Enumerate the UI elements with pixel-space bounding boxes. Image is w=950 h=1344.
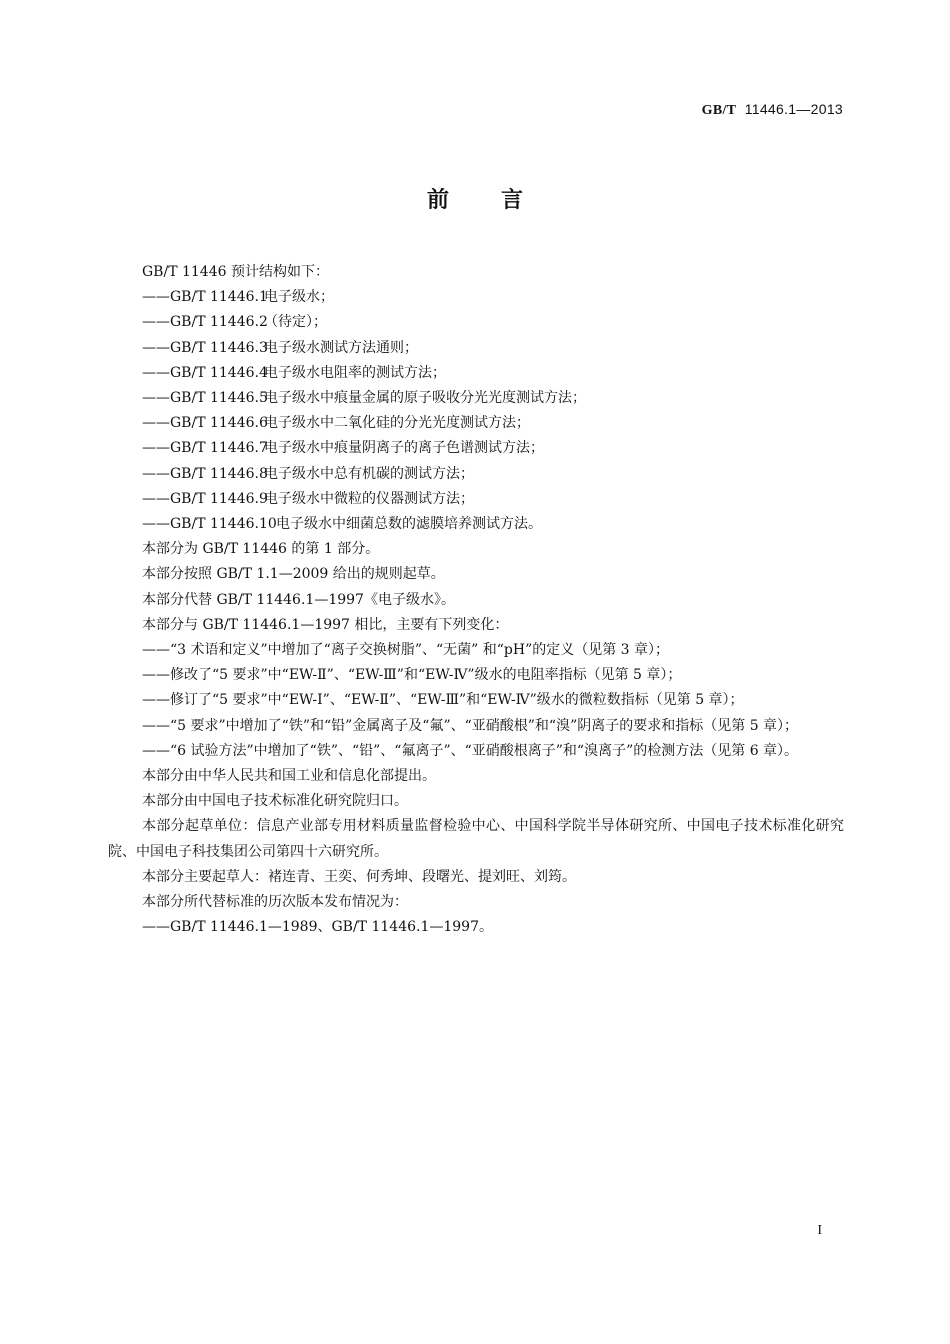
part-item-2 [108, 310, 844, 335]
intro-paragraph: GB/T 11446 预计结构如下： [142, 264, 329, 280]
part-name: 电子级水电阻率的测试方法； [264, 364, 446, 381]
part-name: （待定）； [264, 314, 327, 331]
part-item-6 [108, 411, 844, 436]
part-code: ——GB/T 11446.5 [142, 390, 268, 407]
document-body [108, 260, 844, 940]
part-name: 电子级水中痕量金属的原子吸收分光光度测试方法； [264, 390, 586, 407]
change-item-5: ——“6 试验方法”中增加了“铁”、“铅”、“氟离子”、“亚硝酸根离子”和“溴离子”的检测方法（见第 6 章）。 [142, 742, 799, 759]
part-code: ——GB/T 11446.9 [142, 490, 268, 507]
part-item-9 [108, 487, 844, 512]
part-code: ——GB/T 11446.7 [142, 440, 268, 457]
part-code: ——GB/T 11446.1 [142, 289, 268, 306]
page-number: I [817, 1223, 822, 1238]
part-name: 电子级水测试方法通则； [264, 339, 418, 356]
part-name: 电子级水中总有机碳的测试方法； [264, 465, 474, 482]
proposer-paragraph: 本部分由中华人民共和国工业和信息化部提出。 [142, 768, 436, 785]
change-item-2: ——修改了“5 要求”中“EW-Ⅱ”、“EW-Ⅲ”和“EW-Ⅳ”级水的电阻率指标（见第 5 章）； [142, 667, 682, 684]
part-item-1 [108, 285, 844, 310]
statement-changes-intro: 本部分与 GB/T 11446.1—1997 相比，主要有下列变化： [142, 616, 509, 633]
part-code: ——GB/T 11446.2 [142, 314, 268, 331]
part-name: 电子级水中细菌总数的滤膜培养测试方法。 [276, 516, 542, 533]
drafting-units-paragraph: 本部分起草单位：信息产业部专用材料质量监督检验中心、中国科学院半导体研究所、中国电子技术标准化研究院、中国电子科技集团公司第四十六研究所。 [108, 818, 844, 860]
part-name: 电子级水； [264, 289, 334, 306]
part-code: ——GB/T 11446.6 [142, 415, 268, 432]
part-item-8 [108, 462, 844, 487]
change-item-4: ——“5 要求”中增加了“铁”和“铅”金属离子及“氟”、“亚硝酸根”和“溴”阴离子的要求和指标（见第 5 章）； [142, 717, 799, 734]
statement-part-number: 本部分为 GB/T 11446 的第 1 部分。 [142, 541, 380, 558]
page-title: 前言 [426, 188, 575, 213]
part-item-4 [108, 361, 844, 386]
part-name: 电子级水中微粒的仪器测试方法； [264, 490, 474, 507]
part-item-10 [108, 512, 844, 537]
part-item-7 [108, 436, 844, 461]
statement-replaces: 本部分代替 GB/T 11446.1—1997《电子级水》。 [142, 591, 455, 608]
history-item: ——GB/T 11446.1—1989、GB/T 11446.1—1997。 [142, 919, 493, 936]
standard-code-number: 11446.1—2013 [744, 101, 843, 117]
part-name: 电子级水中痕量阴离子的离子色谱测试方法； [264, 440, 544, 457]
part-code: ——GB/T 11446.10 [142, 516, 277, 533]
change-item-1: ——“3 术语和定义”中增加了“离子交换树脂”、“无菌” 和“pH”的定义（见第 3 章）； [142, 642, 670, 659]
part-item-5 [108, 386, 844, 411]
part-code: ——GB/T 11446.8 [142, 465, 268, 482]
statement-drafting-rules: 本部分按照 GB/T 1.1—2009 给出的规则起草。 [142, 566, 445, 583]
part-name: 电子级水中二氧化硅的分光光度测试方法； [264, 415, 530, 432]
administrator-paragraph: 本部分由中国电子技术标准化研究院归口。 [142, 793, 408, 810]
standard-code-prefix: GB/T [701, 103, 737, 118]
part-item-3 [108, 336, 844, 361]
drafters-paragraph: 本部分主要起草人：褚连青、王奕、何秀坤、段曙光、提刘旺、刘筠。 [142, 868, 576, 885]
history-intro-paragraph: 本部分所代替标准的历次版本发布情况为： [142, 894, 408, 911]
change-item-3: ——修订了“5 要求”中“EW-Ⅰ”、“EW-Ⅱ”、“EW-Ⅲ”和“EW-Ⅳ”级水的微粒数指标（见第 5 章）； [142, 692, 744, 709]
part-code: ——GB/T 11446.4 [142, 364, 268, 381]
standard-code [702, 101, 843, 119]
part-code: ——GB/T 11446.3 [142, 339, 268, 356]
